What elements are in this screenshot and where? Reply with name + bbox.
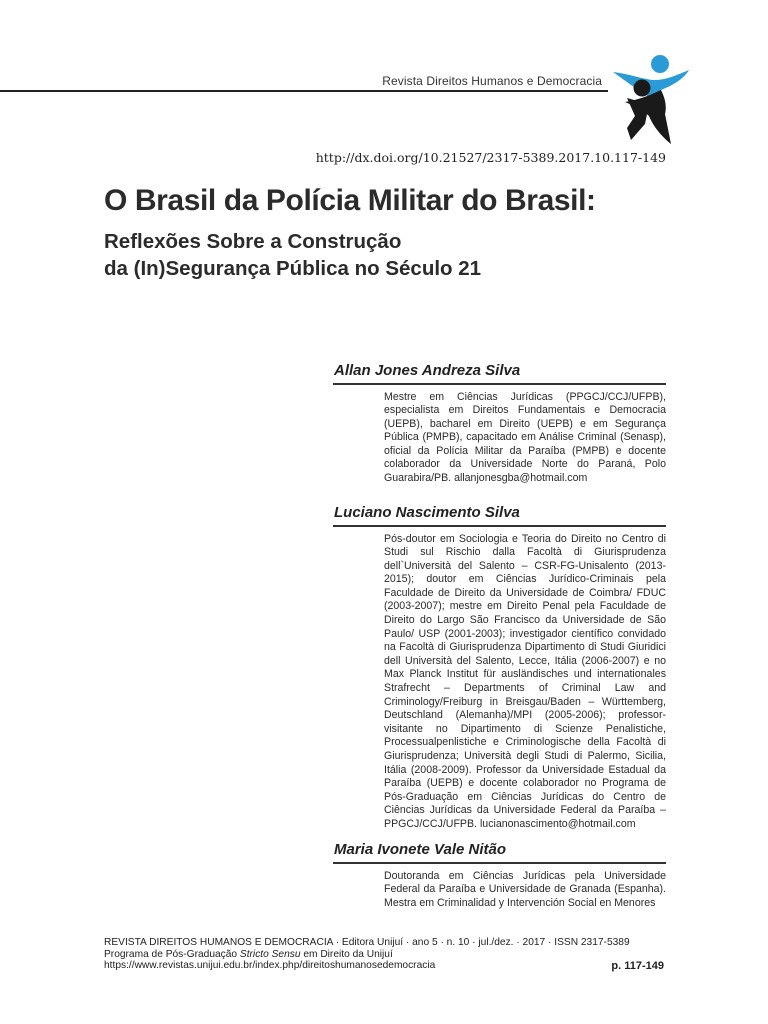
journal-name: Revista Direitos Humanos e Democracia	[382, 74, 602, 88]
author-name: Maria Ivonete Vale Nitão	[334, 841, 507, 858]
article-subtitle	[104, 228, 481, 282]
author-bio: Doutoranda em Ciências Jurídicas pela Universidade Federal da Paraíba e Universidade de Granada (Espanha). Mestra em Criminalidad y Intervención Social en Menores	[384, 869, 666, 909]
author-block	[333, 503, 666, 832]
author-block	[333, 361, 666, 486]
article-title: O Brasil da Polícia Militar do Brasil:	[104, 184, 596, 217]
page-footer	[104, 937, 664, 972]
author-rule	[333, 383, 666, 385]
footer-program-italic: Stricto Sensu	[239, 948, 301, 960]
footer-program-suffix: em Direito da Unijuí	[300, 948, 393, 960]
author-name: Luciano Nascimento Silva	[334, 504, 520, 521]
author-name: Allan Jones Andreza Silva	[334, 362, 521, 379]
subtitle-line: da (In)Segurança Pública no Século 21	[104, 257, 482, 280]
author-rule	[333, 525, 666, 527]
page-range: p. 117-149	[611, 960, 664, 972]
footer-program	[104, 949, 664, 961]
subtitle-line: Reflexões Sobre a Construção	[104, 230, 402, 253]
journal-logo-icon	[605, 50, 691, 144]
footer-journal-info: REVISTA DIREITOS HUMANOS E DEMOCRACIA · Editora Unijuí · ano 5 · n. 10 · jul./dez. · 2017 · ISSN 2317-5389	[104, 937, 630, 948]
author-rule	[333, 862, 666, 864]
author-bio: Mestre em Ciências Jurídicas (PPGCJ/CCJ/UFPB), especialista em Direitos Fundamentais e Democracia (UEPB), bacharel em Direito (UEPB) e em Segurança Pública (PMPB), capacitado em Análise Criminal (Senasp), oficial da Polícia Militar da Paraíba (PMPB) e docente colaborador da Universidade Norte do Paraná, Polo Guarabira/PB. allanjonesgba@hotmail.com	[384, 390, 666, 485]
doi-link[interactable]: http://dx.doi.org/10.21527/2317-5389.2017.10.117-149	[315, 150, 666, 165]
footer-program-prefix: Programa de Pós-Graduação	[104, 948, 240, 960]
footer-url[interactable]: https://www.revistas.unijui.edu.br/index.php/direitoshumanosedemocracia	[104, 960, 436, 972]
author-bio: Pós-doutor em Sociologia e Teoria do Direito no Centro di Studi sul Rischio dalla Facoltà di Giurisprudenza dell`Università del Salento – CSR-FG-Unisalento (2013-2015); doutor em Ciências Jurídico-Criminais pela Faculdade de Direito da Universidade de Coimbra/ FDUC (2003-2007); mestre em Direito Penal pela Faculdade de Direito do Largo São Francisco da Universidade de São Paulo/ USP (2001-2003); investigador científico convidado na Facoltà di Giurisprudenza Dipartimento di Studi Giuridici dell Università del Salento, Lecce, Itália (2006-2007) e no Max Planck Institut für ausländisches und internationales Strafrecht – Departments of Criminal Law and Criminology/Freiburg in Breisgau/Baden – Württemberg, Deutschland (Alemanha)/MPI (2005-2006); professor-visitante no Dipartimento di Scienze Penalistiche, Processualpenlistiche e Criminologische della Facoltà di Giurisprudenza; Università degli Studi di Palermo, Sicilia, Itália (2008-2009). Professor da Universidade Estadual da Paraíba (UEPB) e docente colaborador no Programa de Pós-Graduação em Ciências Jurídicas do Centro de Ciências Jurídicas da Universidade Federal da Paraíba – PPGCJ/CCJ/UFPB. lucianonascimento@hotmail.com	[384, 532, 666, 830]
author-block	[333, 840, 666, 910]
header-rule	[0, 90, 608, 92]
